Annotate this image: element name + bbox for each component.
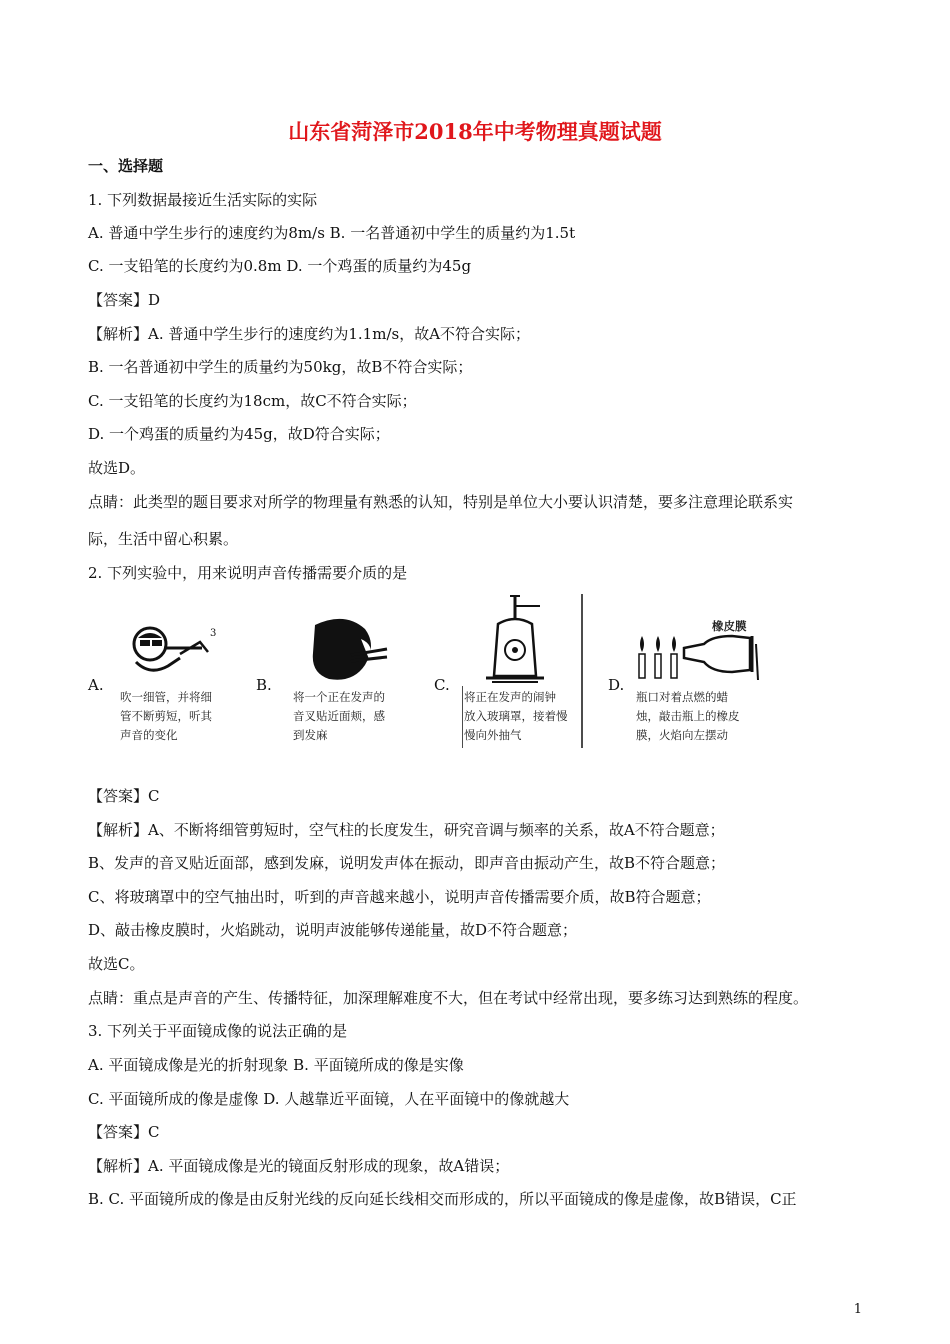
section-heading: 一、选择题	[88, 157, 164, 175]
question-1-explanation: C. 一支铅笔的长度约为18cm，故C不符合实际；	[88, 392, 417, 410]
question-2-explanation: B、发声的音叉贴近面部，感到发麻，说明发声体在振动，即声音由振动产生，故B不符合题意；	[88, 854, 726, 872]
figure-c-caption: 将正在发声的闹钟	[464, 690, 556, 704]
page-title: 山东省菏泽市2018年中考物理真题试题	[288, 119, 662, 144]
figure-d-caption: 膜，火焰向左摆动	[636, 728, 728, 742]
question-3-explanation: 【解析】A. 平面镜成像是光的镜面反射形成的现象，故A错误；	[88, 1157, 510, 1175]
question-1-choice: 故选D。	[88, 459, 146, 477]
figure-b-tuning-fork-illustration	[295, 615, 395, 690]
figure-c-caption: 慢向外抽气	[464, 728, 522, 742]
question-1-options-cd: C. 一支铅笔的长度约为0.8m D. 一个鸡蛋的质量约为45g	[88, 257, 472, 275]
question-3-answer: 【答案】C	[88, 1123, 160, 1141]
figure-b-caption: 到发麻	[293, 728, 328, 742]
question-3-options-cd: C. 平面镜所成的像是虚像 D. 人越靠近平面镜，人在平面镜中的像就越大	[88, 1090, 570, 1108]
figure-a-caption: 管不断剪短，听其	[120, 709, 212, 723]
question-2-stem: 2. 下列实验中，用来说明声音传播需要介质的是	[88, 564, 408, 582]
question-3-stem: 3. 下列关于平面镜成像的说法正确的是	[88, 1022, 348, 1040]
question-2-explanation: D、敲击橡皮膜时，火焰跳动，说明声波能够传递能量，故D不符合题意；	[88, 921, 578, 939]
figure-b-label: B.	[256, 676, 272, 694]
figure-a-straw-illustration	[120, 618, 230, 688]
page-number: 1	[853, 1302, 862, 1317]
question-2-answer: 【答案】C	[88, 787, 160, 805]
figure-a-caption: 吹一细管，并将细	[120, 690, 212, 704]
question-3-options-ab: A. 平面镜成像是光的折射现象 B. 平面镜所成的像是实像	[88, 1056, 464, 1074]
question-1-explanation: D. 一个鸡蛋的质量约为45g，故D符合实际；	[88, 425, 390, 443]
question-2-choice: 故选C。	[88, 955, 145, 973]
question-1-explanation: B. 一名普通初中学生的质量约为50kg，故B不符合实际；	[88, 358, 473, 376]
question-1-options-ab: A. 普通中学生步行的速度约为8m/s B. 一名普通初中学生的质量约为1.5t	[88, 224, 576, 242]
figure-d-membrane-label: 橡皮膜	[712, 619, 747, 633]
figure-a-caption: 声音的变化	[120, 728, 178, 742]
question-2-explanation: 【解析】A、不断将细管剪短时，空气柱的长度发生，研究音调与频率的关系，故A不符合题意；	[88, 821, 725, 839]
figure-b-caption: 将一个正在发声的	[293, 690, 385, 704]
question-1-explanation: 【解析】A. 普通中学生步行的速度约为1.1m/s，故A不符合实际；	[88, 325, 531, 343]
figure-c-caption: 放入玻璃罩，接着慢	[464, 709, 568, 723]
figure-b-caption: 音叉贴近面颊，感	[293, 709, 385, 723]
figure-a-label: A.	[88, 676, 104, 694]
figure-d-label: D.	[608, 676, 625, 694]
figure-d-caption: 烛，敲击瓶上的橡皮	[636, 709, 740, 723]
question-1-answer: 【答案】D	[88, 291, 161, 309]
question-1-tip: 际，生活中留心积累。	[88, 530, 239, 548]
question-2-tip: 点睛：重点是声音的产生、传播特征，加深理解难度不大，但在考试中经常出现，要多练习达到熟练的程度。	[88, 989, 809, 1007]
question-1-tip: 点睛：此类型的题目要求对所学的物理量有熟悉的认知，特别是单位大小要认识清楚，要多注意理论联系实	[88, 493, 794, 511]
figure-d-candle-bottle-illustration	[636, 630, 766, 686]
svg-text:3: 3	[210, 628, 217, 639]
figure-c-label: C.	[434, 676, 450, 694]
figure-d-caption: 瓶口对着点燃的蜡	[636, 690, 728, 704]
question-1-stem: 1. 下列数据最接近生活实际的实际	[88, 191, 318, 209]
question-3-explanation: B. C. 平面镜所成的像是由反射光线的反向延长线相交而形成的，所以平面镜成的像是虚像，故B错误，C正	[88, 1190, 797, 1208]
question-2-explanation: C、将玻璃罩中的空气抽出时，听到的声音越来越小，说明声音传播需要介质，故B符合题意；	[88, 888, 711, 906]
